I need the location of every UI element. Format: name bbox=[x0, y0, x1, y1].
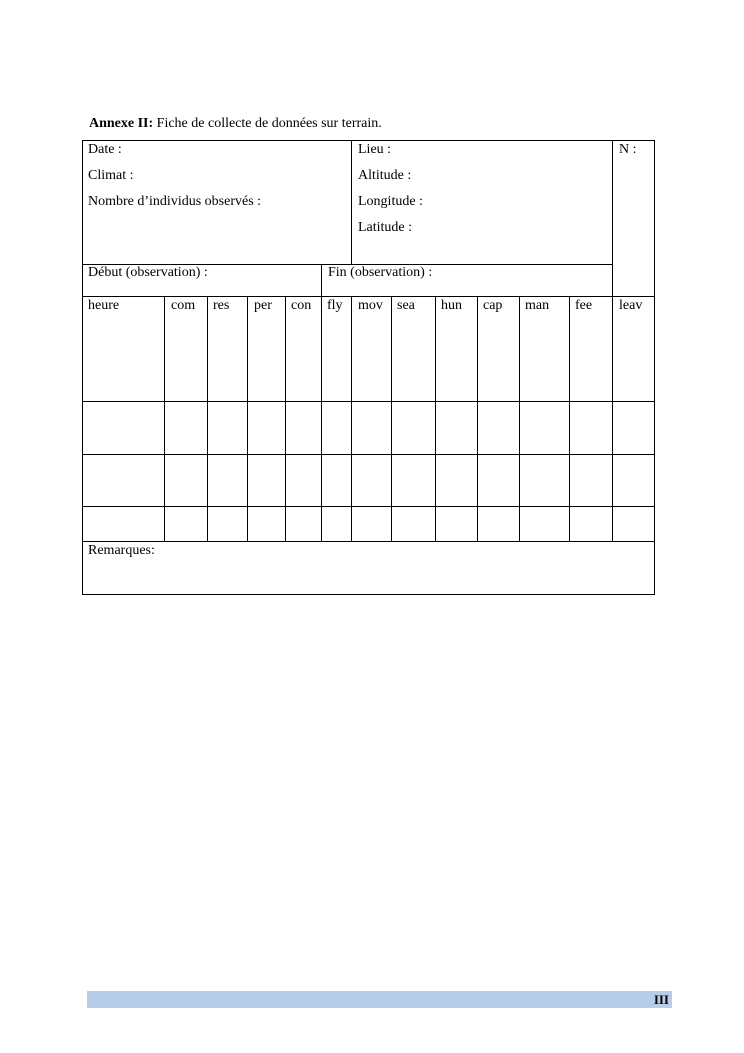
column-header-per: per bbox=[254, 298, 272, 313]
date-label: Date : bbox=[88, 142, 122, 157]
annex-label: Annexe II: bbox=[89, 116, 154, 131]
divider-date-lieu bbox=[351, 140, 352, 265]
form-border-left bbox=[82, 140, 83, 595]
grid-col-line bbox=[247, 296, 248, 542]
column-header-heure: heure bbox=[88, 298, 120, 313]
grid-col-line bbox=[351, 296, 352, 542]
grid-col-line bbox=[477, 296, 478, 542]
lieu-label: Lieu : bbox=[358, 142, 392, 157]
column-header-com: com bbox=[171, 298, 196, 313]
column-header-fly: fly bbox=[327, 298, 343, 313]
latitude-label: Latitude : bbox=[358, 220, 413, 235]
column-header-man: man bbox=[525, 298, 550, 313]
fin-observation-label: Fin (observation) : bbox=[328, 265, 433, 280]
grid-col-line bbox=[164, 296, 165, 542]
climat-label: Climat : bbox=[88, 168, 134, 183]
grid-col-line bbox=[321, 296, 322, 542]
column-header-mov: mov bbox=[358, 298, 383, 313]
column-header-hun: hun bbox=[441, 298, 462, 313]
annex-caption bbox=[89, 115, 382, 133]
grid-col-line bbox=[569, 296, 570, 542]
nombre-individus-label: Nombre d’individus observés : bbox=[88, 194, 262, 209]
longitude-label: Longitude : bbox=[358, 194, 423, 209]
grid-col-line bbox=[435, 296, 436, 542]
column-header-res: res bbox=[213, 298, 230, 313]
grid-col-line bbox=[612, 296, 613, 542]
page-number: III bbox=[653, 992, 669, 1007]
grid-col-line bbox=[391, 296, 392, 542]
field-data-form bbox=[82, 140, 655, 595]
n-label: N : bbox=[619, 142, 637, 157]
page-footer bbox=[87, 991, 672, 1008]
grid-col-line bbox=[519, 296, 520, 542]
divider-n bbox=[612, 140, 613, 297]
annex-title: Fiche de collecte de données sur terrain. bbox=[153, 116, 382, 131]
column-header-con: con bbox=[291, 298, 312, 313]
grid-col-line bbox=[207, 296, 208, 542]
form-border-bottom bbox=[82, 594, 655, 595]
column-header-sea: sea bbox=[397, 298, 415, 313]
form-border-right bbox=[654, 140, 655, 595]
altitude-label: Altitude : bbox=[358, 168, 412, 183]
divider-debut-fin bbox=[321, 264, 322, 297]
debut-observation-label: Début (observation) : bbox=[88, 265, 208, 280]
column-header-cap: cap bbox=[483, 298, 503, 313]
column-header-leav: leav bbox=[619, 298, 643, 313]
grid-col-line bbox=[285, 296, 286, 542]
column-header-fee: fee bbox=[575, 298, 593, 313]
remarques-label: Remarques: bbox=[88, 543, 155, 558]
